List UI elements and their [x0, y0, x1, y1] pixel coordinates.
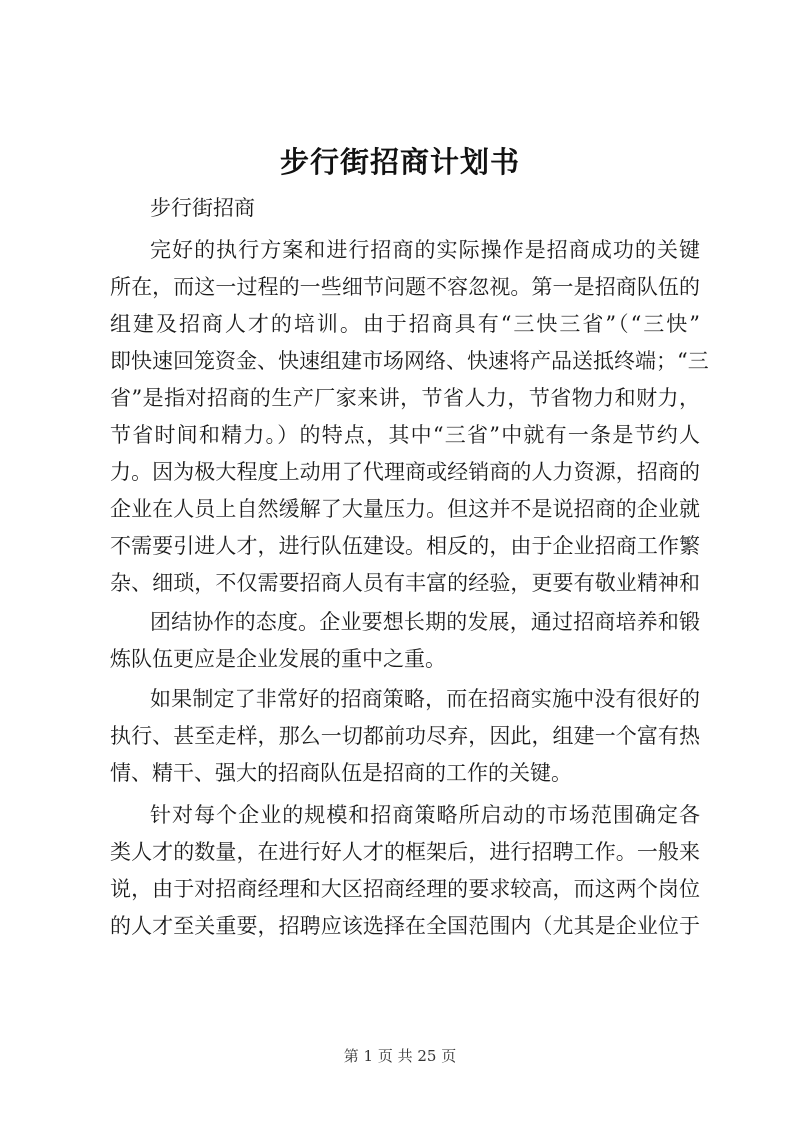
paragraph-line: 说，由于对招商经理和大区招商经理的要求较高，而这两个岗位 — [110, 877, 700, 901]
paragraph-line: 执行、甚至走样，那么一切都前功尽弃，因此，组建一个富有热 — [110, 724, 700, 748]
paragraph-line: 不需要引进人才，进行队伍建设。相反的，由于企业招商工作繁 — [110, 534, 700, 558]
paragraph-line: 企业在人员上自然缓解了大量压力。但这并不是说招商的企业就 — [110, 497, 700, 521]
paragraph-line: 情、精干、强大的招商队伍是招商的工作的关键。 — [110, 761, 572, 785]
paragraph-line: 类人才的数量，在进行好人才的框架后，进行招聘工作。一般来 — [110, 840, 700, 864]
paragraph-line: 节省时间和精力。）的特点，其中“三省”中就有一条是节约人 — [110, 423, 700, 447]
paragraph-line: 省”是指对招商的生产厂家来讲，节省人力，节省物力和财力， — [110, 386, 700, 410]
paragraph-line: 完好的执行方案和进行招商的实际操作是招商成功的关键 — [150, 238, 700, 262]
paragraph-line: 杂、细琐，不仅需要招商人员有丰富的经验，更要有敬业精神和 — [110, 571, 700, 595]
paragraph-line: 所在，而这一过程的一些细节问题不容忽视。第一是招商队伍的 — [110, 275, 700, 299]
paragraph-line: 炼队伍更应是企业发展的重中之重。 — [110, 647, 446, 671]
paragraph-line: 如果制定了非常好的招商策略，而在招商实施中没有很好的 — [150, 687, 700, 711]
document-title: 步行街招商计划书 — [279, 145, 520, 179]
paragraph-line: 团结协作的态度。企业要想长期的发展，通过招商培养和锻 — [150, 610, 700, 634]
paragraph-line: 力。因为极大程度上动用了代理商或经销商的人力资源，招商的 — [110, 460, 700, 484]
paragraph-line: 即快速回笼资金、快速组建市场网络、快速将产品送抵终端；“三 — [110, 349, 709, 373]
paragraph-line: 针对每个企业的规模和招商策略所启动的市场范围确定各 — [150, 803, 700, 827]
subtitle-line: 步行街招商 — [150, 196, 255, 220]
paragraph-line: 的人才至关重要，招聘应该选择在全国范围内（尤其是企业位于 — [110, 914, 700, 938]
paragraph-line: 组建及招商人才的培训。由于招商具有“三快三省”（“三快” — [110, 312, 700, 336]
page-footer: 第 1 页 共 25 页 — [343, 1047, 457, 1065]
